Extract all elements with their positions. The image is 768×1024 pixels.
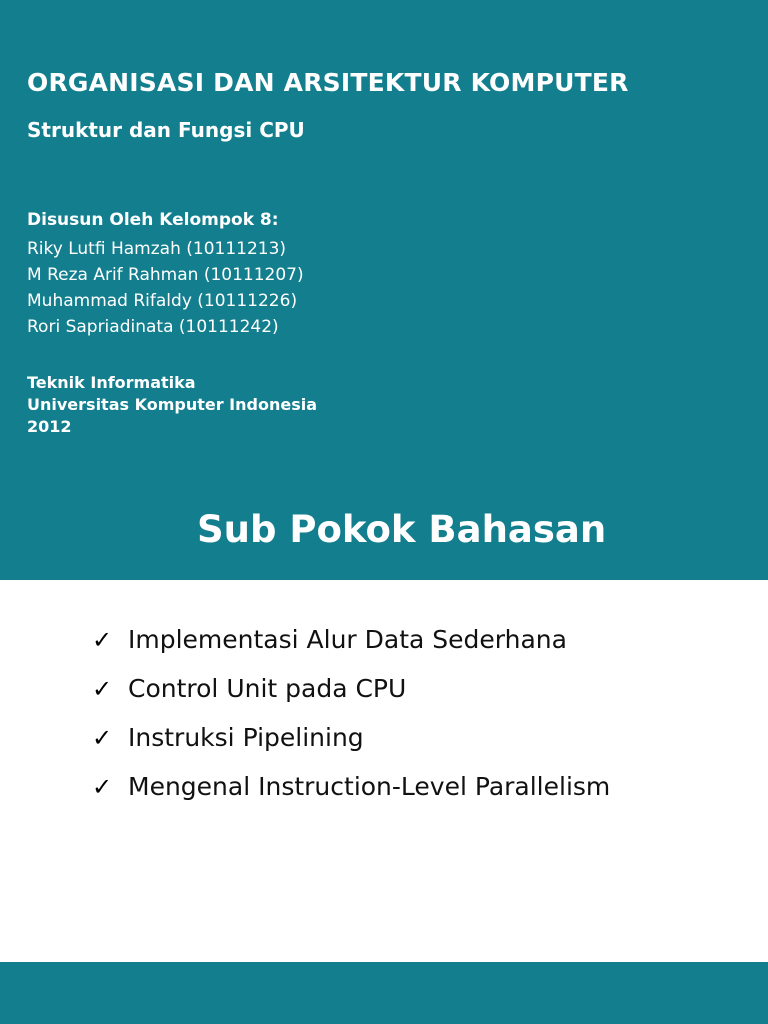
topic-label: Instruksi Pipelining bbox=[128, 723, 364, 752]
authors-heading: Disusun Oleh Kelompok 8: bbox=[27, 210, 279, 230]
footer-band bbox=[0, 962, 768, 1024]
check-icon: ✓ bbox=[92, 674, 113, 703]
topic-label: Control Unit pada CPU bbox=[128, 674, 407, 703]
check-icon: ✓ bbox=[92, 625, 113, 654]
check-icon: ✓ bbox=[92, 772, 113, 801]
topic-label: Mengenal Instruction-Level Parallelism bbox=[128, 772, 611, 801]
author-name: M Reza Arif Rahman (10111207) bbox=[27, 265, 304, 285]
affiliation-block bbox=[27, 372, 317, 438]
topic-label: Implementasi Alur Data Sederhana bbox=[128, 625, 567, 654]
slide-heading: Sub Pokok Bahasan bbox=[197, 508, 607, 551]
author-name: Muhammad Rifaldy (10111226) bbox=[27, 291, 298, 311]
topic-list bbox=[92, 615, 610, 811]
document-title: ORGANISASI DAN ARSITEKTUR KOMPUTER bbox=[27, 68, 629, 97]
authors-list bbox=[27, 236, 304, 340]
topic-item bbox=[92, 713, 610, 762]
check-icon: ✓ bbox=[92, 723, 113, 752]
author-name: Rori Sapriadinata (10111242) bbox=[27, 317, 279, 337]
topic-item bbox=[92, 664, 610, 713]
department: Teknik Informatika bbox=[27, 373, 196, 392]
topic-item bbox=[92, 762, 610, 811]
document-subtitle: Struktur dan Fungsi CPU bbox=[27, 118, 305, 142]
topic-item bbox=[92, 615, 610, 664]
university: Universitas Komputer Indonesia bbox=[27, 395, 318, 414]
year: 2012 bbox=[27, 417, 72, 436]
author-name: Riky Lutfi Hamzah (10111213) bbox=[27, 239, 287, 259]
